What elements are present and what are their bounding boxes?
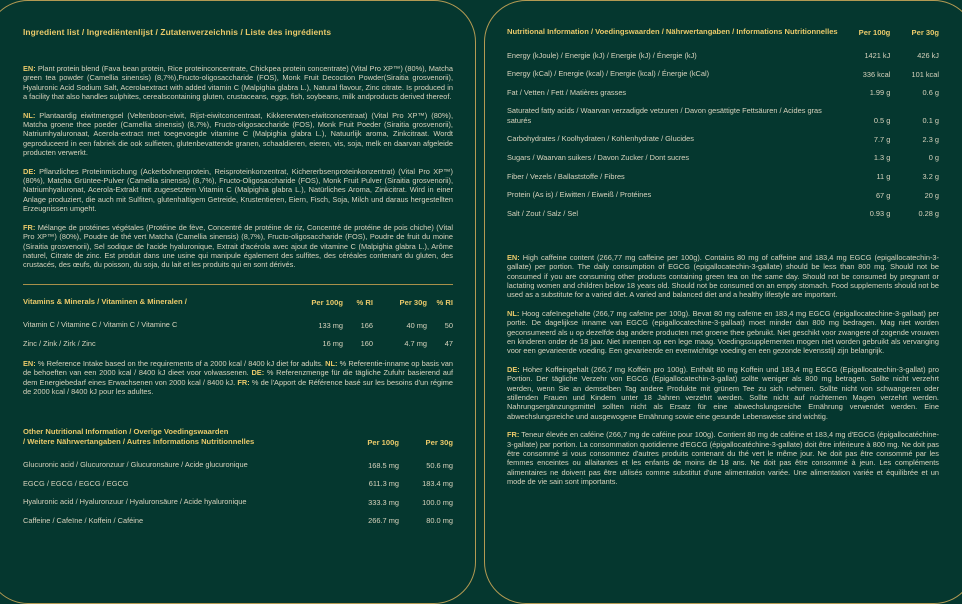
row-label: Energy (kCal) / Energie (kcal) / Energie (kcal) / Énergie (kCal) [507,69,710,79]
row-per-30g: 20 g [924,190,939,200]
table-row [23,334,453,353]
row-per-100g: 611.3 mg [368,479,399,489]
ingredient-text-de: Pflanzliches Proteinmischung (Ackerbohnenprotein, Reisproteinkonzentrat, Kichererbsenproteinkonzentrat) (Vital Pro XP™) (80%), Matcha Grüntee-Pulver (Camellia sinensis) (8,7%), Fructo-Oligosaccharide (FOS), Monk Fruit Pulver (Siraitia grosvenorii), Natriumhyaluronat, Acerola-Extrakt mit zugesetztem Vitamin C (Malpighia glabra L.), Natürliches Aroma, Zinkcitrat. Wird in einer Anlage produziert, die auch mit Sulfiten, glutenhaltigem Getreide, Krustentieren, Eiern, Fisch, Soja, Milch und daraus hergestellten Erzeugnissen umgeht. [23,166,453,214]
row-label: Hyaluronic acid / Hyaluronzuur / Hyaluronsäure / Acide hyaluronique [23,497,247,507]
row-label: Protein (As is) / Eiwitten / Eiweiß / Protéines [507,190,652,200]
row-ri-2: 50 [444,320,453,330]
row-label: Fiber / Vezels / Ballaststoffe / Fibres [507,171,625,181]
vitamins-col-ri-1: % RI [356,297,373,307]
footnote-text-fr: % de l'Apport de Référence basé sur les besoins d'un régime de 2000 kcal / 8400 kJ pour les adultes. [23,377,453,397]
row-per-100g: 133 mg [318,320,343,330]
vitamins-col-per-30g: Per 30g [399,297,427,307]
spacer [23,397,453,427]
row-per-100g: 1421 kJ [864,51,891,60]
other-header-line2: / Weitere Nährwertangaben / Autres Informations Nutritionnelles [23,436,255,446]
reference-intake-footnote [23,359,453,397]
row-ri-1: 160 [360,339,373,349]
ingredient-text-en: Plant protein blend (Fava bean protein, Rice proteinconcentrate, Chickpea protein concentrate) (Vital Pro XP™) (80%), Matcha green tea powder (Camellia sinensis) (8,7%),Fructo-oligosaccharide (FOS), Monk Fruit Decoction Powder(Siraitia grosvenorii), Hyaluronic Acid Sodium Salt, Acerolaextract with added vitamin C (Malpighia glabra L.), Natural flavour, Zinc citrate. Is produced in a facility that also handles sulphites, cerealscontaining gluten, crustaceans, eggs, fish, soybeans, milk andproducts derived thereof. [23,64,453,102]
lang-tag-fr: FR: [23,222,36,232]
vitamins-header-label: Vitamins & Minerals / Vitaminen & Mineralen / [23,296,187,306]
row-per-30g: 100.0 mg [422,497,453,507]
row-per-30g: 0.1 g [922,116,939,126]
other-header-line1: Other Nutritional Information / Overige Voedingswaarden [23,426,229,436]
nutrition-col-per-30g: Per 30g [911,28,939,37]
row-label: Vitamin C / Vitamine C / Vitamin C / Vitamine C [23,320,178,330]
row-per-100g: 168.5 mg [368,460,399,470]
nutrition-header-label: Nutritional Information / Voedingswaarden / Nährwertangaben / Informations Nutritionnelles [507,27,838,36]
table-row [23,316,453,335]
ingredient-text-nl: Plantaardig eiwitmengsel (Veltenboon-eiwit, Rijst-eiwitconcentraat, Kikkererwten-eiwitconcentraat) (Vital Pro XP™) (80%), Matcha groene thee poeder (Camellia sinensis) (8,7%), Fructo-oligosaccharide (FOS), Monk Fruit Poeder (Siraitia grosvenorii), Natriumhyaluronaat, Acerola-extract met toegevoegde vitamine C (Malpighia glabra L.), Natuurlijk aroma, Zinkcitraat. Wordt geproduceerd in een fabriek die ook sulfieten, glutenbevattende granen, schaaldieren, eieren, vis, soja, melk en daarvan afgeleide producten verwerkt. [23,110,453,158]
vitamins-col-ri-2: % RI [436,297,453,307]
row-ri-1: 166 [360,320,373,330]
row-per-100g: 11 g [876,171,891,181]
row-per-100g: 16 mg [322,339,343,349]
row-per-30g: 80.0 mg [426,516,453,526]
lang-tag-en: EN: [23,64,36,73]
row-label: Saturated fatty acids / Waarvan verzadigde vetzuren / Davon gesättigte Fettsäuren / Acides gras saturés [507,106,822,125]
warning-text-en: High caffeine content (266,77 mg caffeine per 100g). Contains 80 mg of caffeine and 183,4 mg EGCG (epigallocatechin-3-gallate) per portion. The daily consumption of EGCG (epigallocatechin-3-gallate) should be less than 800 mg. Should not be consumed if you are consuming other products containing green tea on the same day. Should not be consumed by pregnant or lactating women and children below 18 years old. Should not be consumed on an empty stomach. Food supplements should not be used as a substitute for a varied diet. A varied and balanced diet and a healthy lifestyle are important. [507,252,939,300]
row-per-100g: 1.3 g [873,153,891,163]
ingredient-list-title: Ingredient list / Ingrediëntenlijst / Zutatenverzeichnis / Liste des ingrédients [23,27,332,37]
ingredient-paragraph-de [23,167,453,214]
lang-tag-de: DE: [507,364,520,374]
nutrition-col-per-100g: Per 100g [858,28,891,37]
lang-tag-de: DE: [23,166,36,176]
ingredient-text-fr: Mélange de protéines végétales (Protéine de fève, Concentré de protéine de riz, Concentré de protéine de pois chiche) (Vital Pro XP™) (80%), Poudre de thé vert Matcha (Camellia sinensis) (8,7%), Fructo-oligosaccharide (FOS), Poudre de fruit du moine (Siraitia grosvenorii), Sel sodique de l'acide hyaluronique, Extrait d'acérola avec ajout de vitamine C (Malpighia glabra L.), Arôme naturel, Citrate de zinc. Est produit dans une usine qui manipule également des sulfites, des céréales contenant du gluten, des crustacés, des œufs, du poisson, du soja, du lait et les produits qui en sont dérivés. [23,222,453,270]
table-row [507,204,939,223]
other-header-label [23,427,341,456]
lang-tag-en: EN: [23,358,36,368]
table-row [507,130,939,149]
row-per-100g: 67 g [875,190,891,200]
footnote-text-nl: % Referentie-inname op basis van de behoeften van een 2000 kcal / 8400 kJ dieet voor volwassenen. [23,358,453,378]
ingredient-paragraph-en [23,64,453,102]
lang-tag-fr: FR: [507,430,520,440]
row-per-100g: 1.99 g [869,88,891,98]
table-row [23,474,453,493]
lang-tag-de: DE: [251,368,265,378]
row-per-30g: 50.6 mg [426,460,453,470]
row-label: Glucuronic acid / Glucuronzuur / Glucuronsäure / Acide glucuronique [23,460,248,470]
table-row [507,102,939,130]
other-col-per-30g: Per 30g [425,437,453,447]
spacer [507,223,939,253]
nutrition-panel [484,0,962,604]
table-row [23,511,453,530]
row-per-30g: 0.28 g [918,209,939,219]
nutritional-information-table [507,27,939,223]
vitamins-minerals-table [23,297,453,353]
row-per-100g: 336 kcal [862,69,891,79]
warning-paragraph-de [507,365,939,421]
row-label: EGCG / EGCG / EGCG / EGCG [23,478,129,488]
table-header-row [507,27,939,46]
row-per-30g: 426 kJ [917,51,939,60]
row-label: Salt / Zout / Salz / Sel [507,208,579,218]
table-row [507,186,939,205]
row-per-30g: 40 mg [406,320,427,330]
lang-tag-fr: FR: [237,377,250,387]
lang-tag-en: EN: [507,252,520,262]
row-per-30g: 0.6 g [922,88,939,98]
table-row [507,83,939,102]
row-per-30g: 4.7 mg [404,339,427,349]
footnote-text-en: % Reference Intake based on the requirements of a 2000 kcal / 8400 kJ diet for adults. [35,358,326,368]
table-row [507,46,939,65]
row-label: Carbohydrates / Koolhydraten / Kohlenhydrate / Glucides [507,134,694,144]
row-ri-2: 47 [444,339,453,349]
table-header-row [23,297,453,316]
vitamins-col-per-100g: Per 100g [311,297,343,307]
other-col-per-100g: Per 100g [367,437,399,447]
warning-paragraph-fr [507,430,939,486]
row-per-30g: 101 kcal [911,69,939,79]
table-row [507,167,939,186]
warning-paragraph-nl [507,309,939,356]
table-row [23,456,453,475]
lang-tag-nl: NL: [507,308,520,318]
warning-text-fr: Teneur élevée en caféine (266,7 mg de caféine pour 100g). Contient 80 mg de caféine et 183,4 mg d'EGCG (épigallocatéchine-3-gallate) par portion. La consommation quotidienne d'EGCG (épigallocatéchine-3-gallate) doit être inférieure à 800 mg. Ne doit pas être consommé si vous consommez d'autres produits contenant du thé vert le même jour. Ne doit pas être consommé par les femmes enceintes ou allaitantes et les enfants de moins de 18 ans. Ne doit pas être consommé à jeun. Les compléments alimentaires ne doivent pas être utilisés comme substitut d'une alimentation variée. Une alimentation variée et équilibrée et un mode de vie sain sont importants. [507,430,939,487]
lang-tag-nl: NL: [23,110,36,120]
other-nutritional-information-table [23,427,453,530]
row-per-100g: 266.7 mg [368,516,399,526]
table-row [507,65,939,84]
ingredients-panel [0,0,476,604]
table-row [23,493,453,512]
warning-text-de: Hoher Koffeingehalt (266,7 mg Koffein pro 100g). Enthält 80 mg Koffein und 183,4 mg EGCG (Epigallocatechin-3-gallat) pro Portion. Der tägliche Verzehr von EGCG (Epigallocatechin-3-gallat) sollte weniger als 800 mg betragen. Sollte nicht verzehrt werden, wenn Sie an demselben Tag andere Produkte mit grünem Tee zu sich nehmen. Sollte nicht von schwangeren oder stillenden Frauen und Kindern unter 18 Jahren verzehrt werden. Sollte nicht auf nüchternen Magen verzehrt werden. Nahrungsergänzungsmittel sollten nicht als Ersatz für eine abwechslungsreiche Ernährung verwendet werden. Eine abwechslungsreiche und ausgewogene Ernährung sowie eine gesunde Lebensweise sind wichtig. [507,364,939,421]
row-per-30g: 3.2 g [922,171,939,181]
row-per-100g: 0.5 g [873,116,891,126]
row-per-30g: 183.4 mg [422,479,453,489]
table-row [507,148,939,167]
footnote-text-de: % Referenzmenge für die tägliche Zufuhr basierend auf dem Energiebedarf eines Erwachsenen von 2000 kcal / 8400 kJ. [23,368,454,387]
section-divider [23,284,453,285]
row-per-100g: 7.7 g [873,134,891,144]
warning-paragraph-en [507,253,939,300]
row-per-100g: 0.93 g [869,209,891,219]
warning-text-nl: Hoog cafeïnegehalte (266,7 mg cafeïne per 100g). Bevat 80 mg cafeïne en 183,4 mg EGCG (epigallocatechine-3-gallaat) per portie. De dagelijkse inname van EGCG (epigallocatechine-3-gallaat) moet minder dan 800 mg bedragen. Mag niet worden geconsumeerd als u op dezelfde dag andere producten met groene thee gebruikt. Niet geschikt voor zwangere of zogende vrouwen en kinderen onder de 18 jaar. Niet innemen op een lege maag. Voedingssupplementen mogen niet worden gebruikt als vervanging voor een gevarieerde voeding. Een gevarieerde en evenwichtige voeding en een gezonde levensstijl zijn belangrijk. [507,308,939,356]
row-label: Zinc / Zink / Zirk / Zinc [23,338,96,348]
spacer [23,52,453,64]
row-per-30g: 0 g [928,153,939,163]
ingredient-paragraph-nl [23,111,453,158]
row-label: Sugars / Waarvan suikers / Davon Zucker / Dont sucres [507,152,690,162]
row-per-100g: 333.3 mg [368,497,399,507]
row-label: Caffeine / Cafeïne / Koffein / Caféine [23,515,144,525]
row-label: Energy (kJoule) / Energie (kJ) / Energie (kJ) / Énergie (kJ) [507,50,697,60]
row-per-30g: 2.3 g [922,134,939,144]
row-label: Fat / Vetten / Fett / Matières grasses [507,87,627,97]
ingredient-paragraph-fr [23,223,453,270]
table-header-row [23,427,453,456]
lang-tag-nl: NL: [325,358,338,368]
